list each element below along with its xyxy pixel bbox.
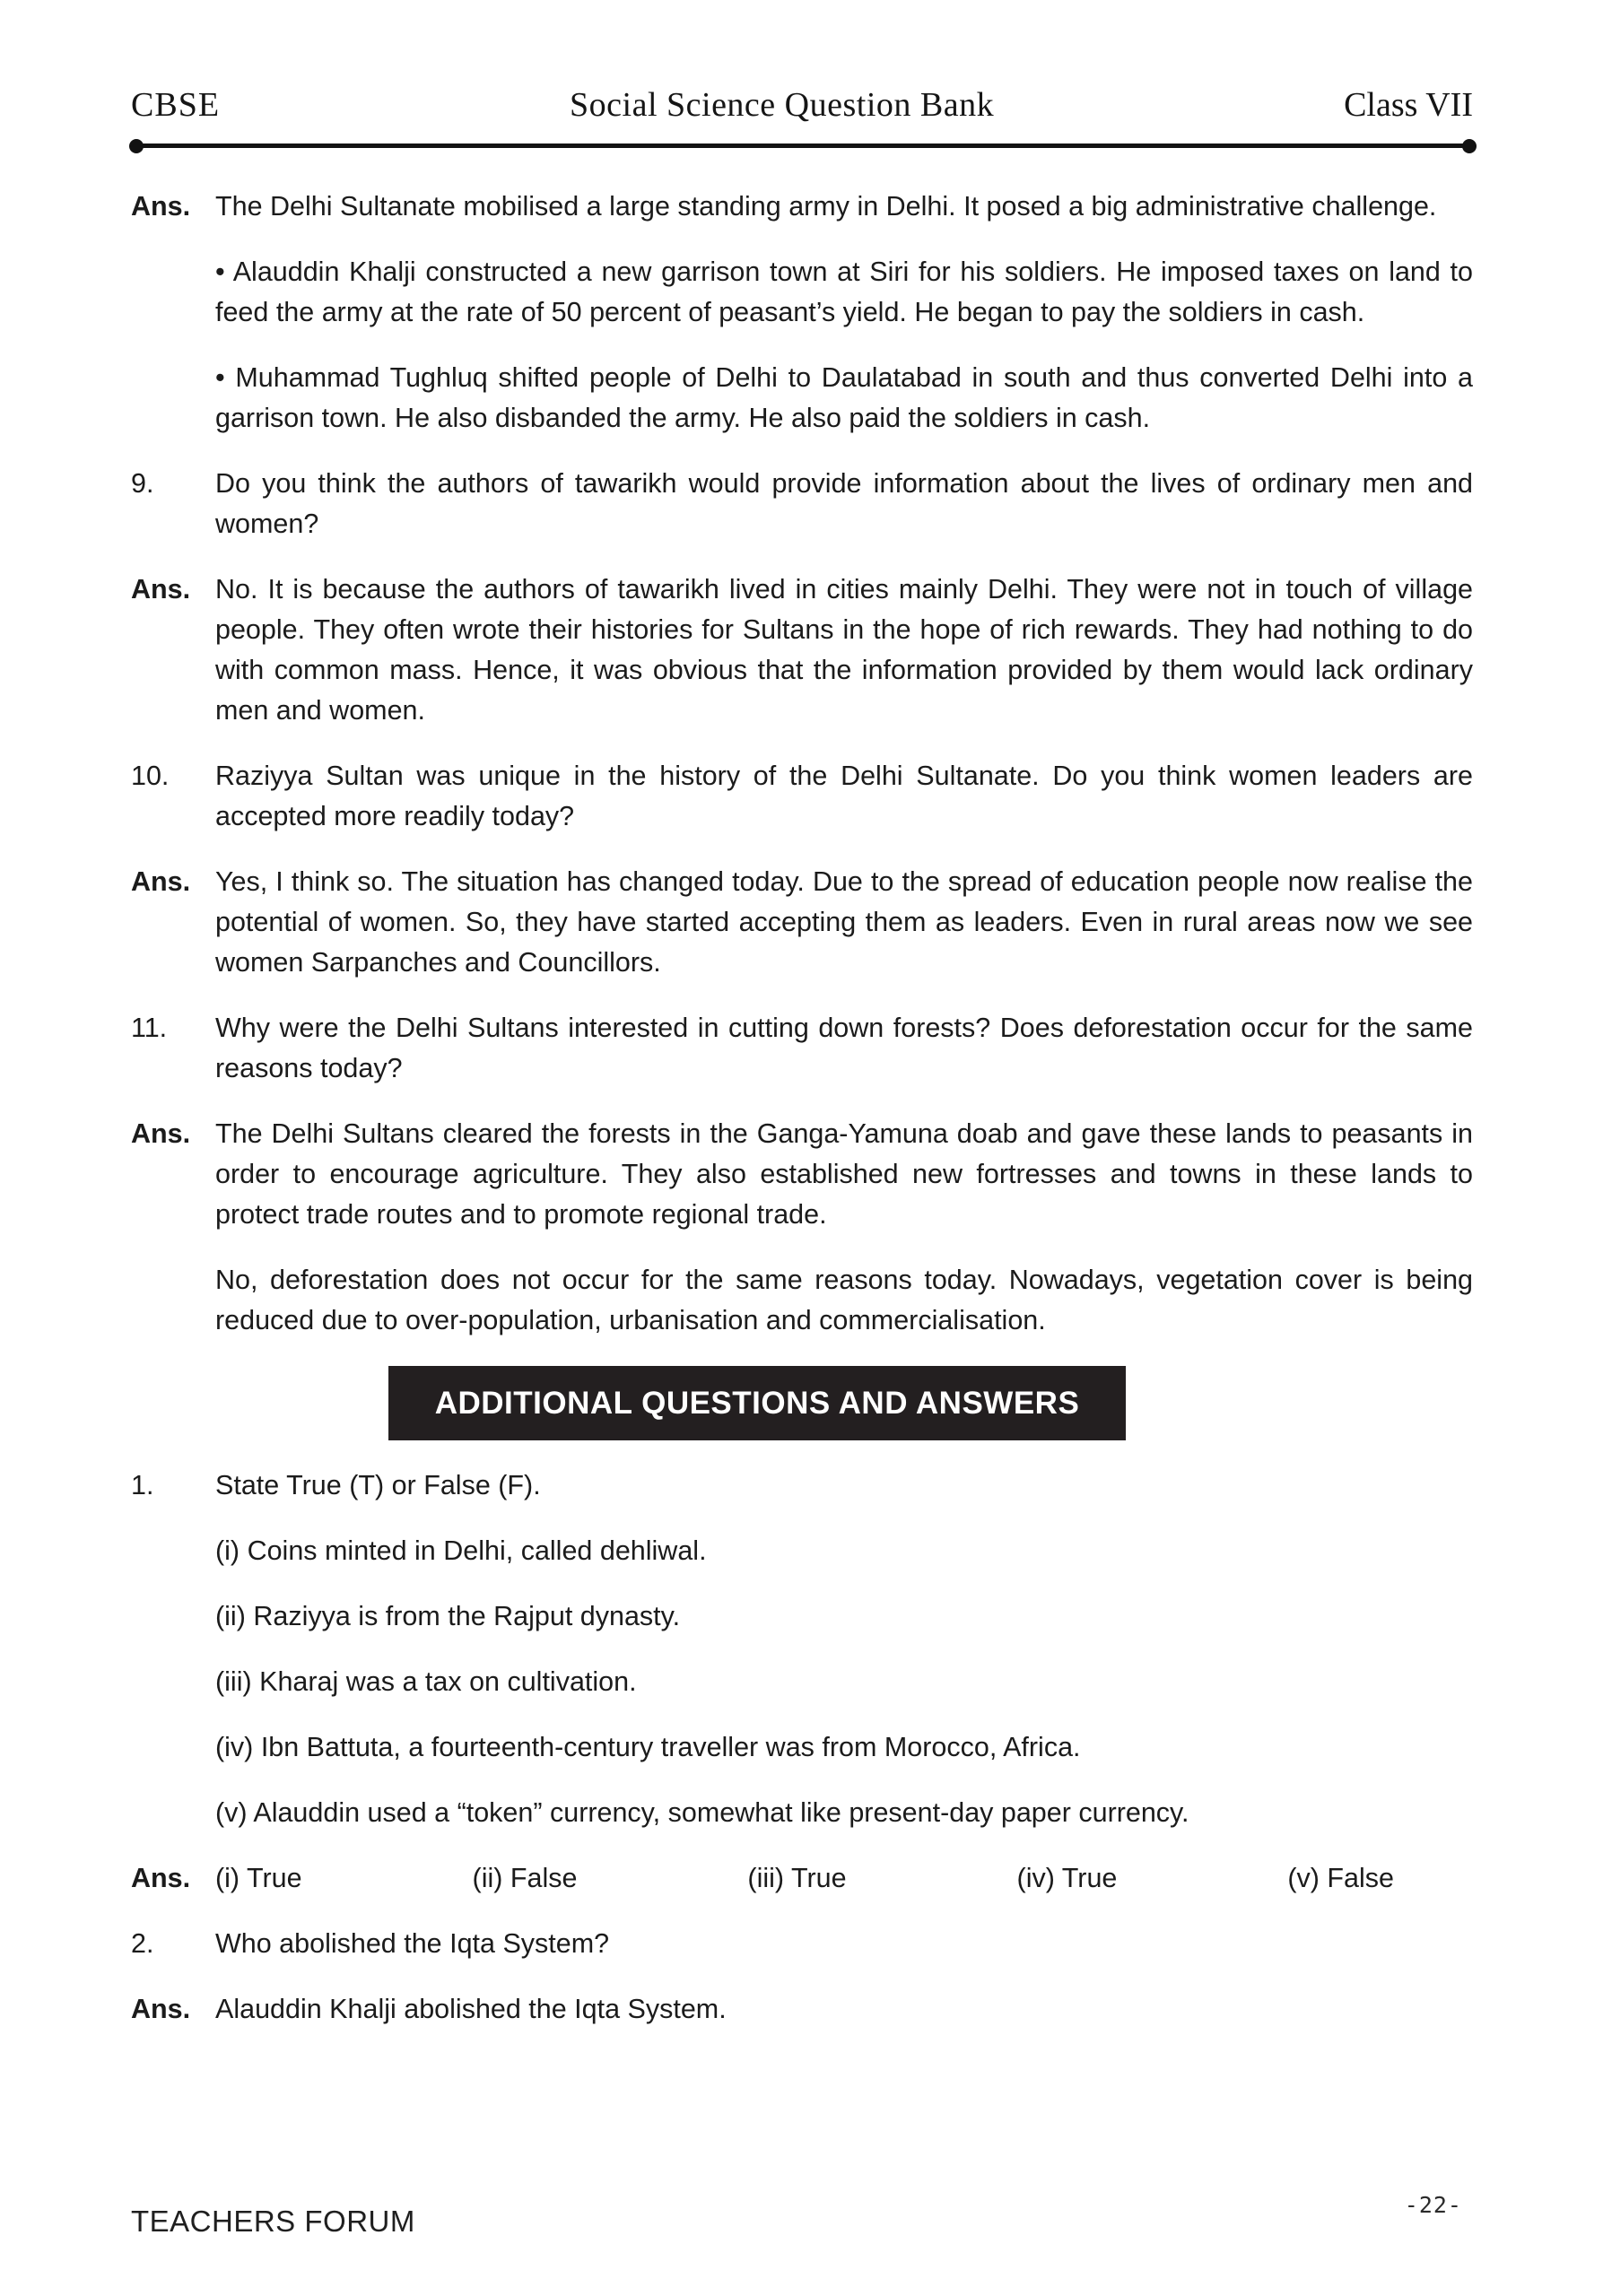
question-block — [131, 1924, 1473, 1964]
answer-label: Ans. — [131, 574, 191, 604]
rule-line — [135, 144, 1471, 148]
header-class: Class VII — [1344, 86, 1473, 124]
paragraph-text: No, deforestation does not occur for the same reasons today. Nowadays, vegetation cover is being reduced due to over-population, urbanisation and commercialisation. — [215, 1265, 1473, 1335]
answer-block — [131, 187, 1473, 227]
answer-label: Ans. — [131, 866, 191, 897]
answer-block — [131, 862, 1473, 983]
answer-block — [131, 1989, 1473, 2030]
header-board: CBSE — [131, 86, 221, 124]
answer-block — [131, 1114, 1473, 1235]
answer-text: The Delhi Sultanate mobilised a large standing army in Delhi. It posed a big administrative challenge. — [215, 191, 1437, 222]
question-number: 1. — [131, 1470, 154, 1500]
answer-label: Ans. — [131, 1994, 191, 2024]
question-text: Do you think the authors of tawarikh would provide information about the lives of ordinary men and women? — [215, 468, 1473, 539]
question-number: 11. — [131, 1013, 168, 1043]
question-number: 10. — [131, 761, 170, 791]
answer-item: (v) False — [1287, 1863, 1394, 1893]
rule-dot-right — [1462, 139, 1477, 153]
list-item-text: (ii) Raziyya is from the Rajput dynasty. — [215, 1601, 681, 1631]
list-item-text: (iii) Kharaj was a tax on cultivation. — [215, 1666, 637, 1697]
answer-item: (iv) True — [1016, 1863, 1118, 1893]
true-false-answers — [215, 1858, 1473, 1899]
section-banner: ADDITIONAL QUESTIONS AND ANSWERS — [388, 1366, 1127, 1440]
list-item-text: (iv) Ibn Battuta, a fourteenth-century traveller was from Morocco, Africa. — [215, 1732, 1081, 1762]
answer-item: (iii) True — [747, 1863, 847, 1893]
list-item — [131, 1596, 1473, 1637]
question-block — [131, 464, 1473, 544]
question-text: State True (T) or False (F). — [215, 1470, 541, 1500]
answer-block — [131, 570, 1473, 731]
answer-item: (i) True — [215, 1863, 302, 1893]
question-block — [131, 1465, 1473, 1506]
bullet-item — [131, 252, 1473, 333]
bullet-text: • Muhammad Tughluq shifted people of Delhi to Daulatabad in south and thus converted Delhi into a garrison town. He also disbanded the army. He also paid the soldiers in cash. — [215, 362, 1473, 433]
list-item-text: (i) Coins minted in Delhi, called dehliwal. — [215, 1535, 707, 1566]
question-block — [131, 756, 1473, 837]
answer-text: Yes, I think so. The situation has changed today. Due to the spread of education people now realise the potential of women. So, they have started accepting them as leaders. Even in rural areas now we see women Sarpanches and Councillors. — [215, 866, 1473, 978]
page-content — [131, 187, 1473, 2030]
question-number: 2. — [131, 1928, 154, 1959]
answer-text: No. It is because the authors of tawarikh lived in cities mainly Delhi. They were not in touch of village people. They often wrote their histories for Sultans in the hope of rich rewards. They had nothing to do with common mass. Hence, it was obvious that the information provided by them would lack ordinary men and women. — [215, 574, 1473, 726]
bullet-text: • Alauddin Khalji constructed a new garrison town at Siri for his soldiers. He imposed taxes on land to feed the army at the rate of 50 percent of peasant’s yield. He began to pay the soldiers in cash. — [215, 257, 1473, 327]
question-number: 9. — [131, 468, 154, 499]
answer-label: Ans. — [131, 191, 191, 222]
question-text: Who abolished the Iqta System? — [215, 1928, 610, 1959]
footer-publisher: TEACHERS FORUM — [131, 2205, 415, 2238]
answer-block-true-false — [131, 1858, 1473, 1899]
footer-page-number: -22- — [1404, 2192, 1462, 2218]
answer-label: Ans. — [131, 1118, 191, 1149]
question-text: Raziyya Sultan was unique in the history of the Delhi Sultanate. Do you think women leaders are accepted more readily today? — [215, 761, 1473, 831]
header-title: Social Science Question Bank — [570, 86, 995, 124]
list-item — [131, 1531, 1473, 1571]
list-item-text: (v) Alauddin used a “token” currency, somewhat like present-day paper currency. — [215, 1797, 1189, 1828]
answer-item: (ii) False — [472, 1863, 578, 1893]
answer-label: Ans. — [131, 1863, 191, 1893]
list-item — [131, 1662, 1473, 1702]
header-rule — [131, 139, 1473, 152]
answer-text: The Delhi Sultans cleared the forests in the Ganga-Yamuna doab and gave these lands to peasants in order to encourage agriculture. They also established new fortresses and towns in these lands to protect trade routes and to promote regional trade. — [215, 1118, 1473, 1230]
list-item — [131, 1727, 1473, 1768]
bullet-item — [131, 358, 1473, 439]
question-block — [131, 1008, 1473, 1089]
page-header — [131, 85, 1473, 125]
question-text: Why were the Delhi Sultans interested in cutting down forests? Does deforestation occur for the same reasons today? — [215, 1013, 1473, 1083]
list-item — [131, 1793, 1473, 1833]
answer-text: Alauddin Khalji abolished the Iqta System. — [215, 1994, 727, 2024]
paragraph — [131, 1260, 1473, 1341]
